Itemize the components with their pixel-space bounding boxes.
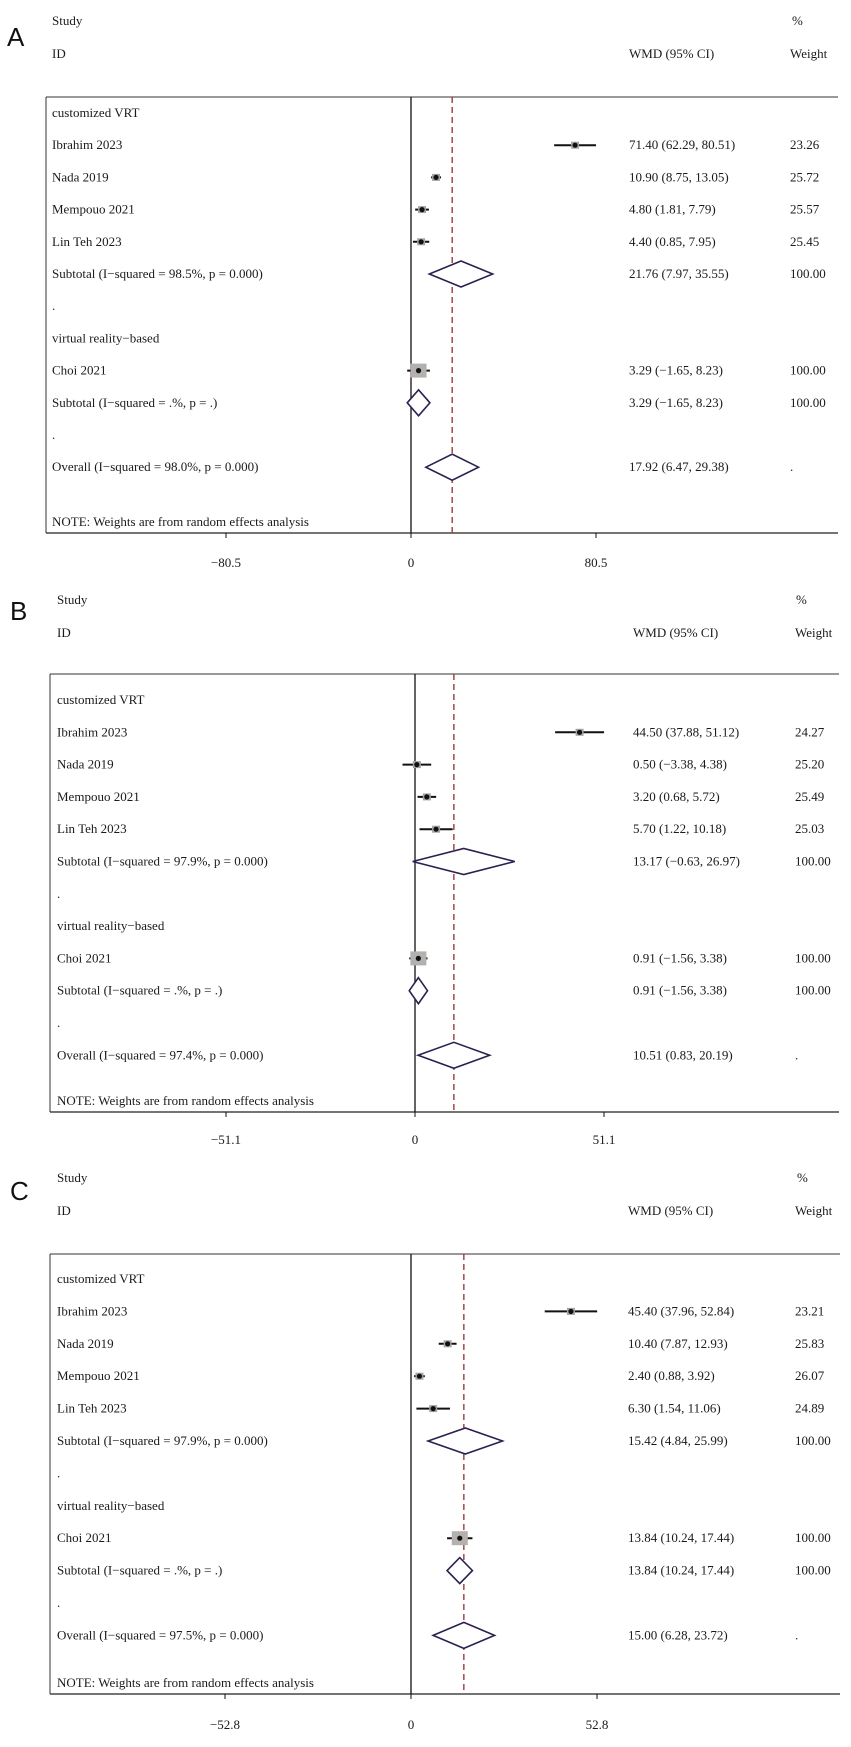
spacer-dot: . bbox=[57, 1595, 61, 1610]
effect-size-text: 6.30 (1.54, 11.06) bbox=[628, 1400, 721, 1416]
effect-size-text: 3.20 (0.68, 5.72) bbox=[633, 788, 720, 804]
effect-size-text: 15.00 (6.28, 23.72) bbox=[628, 1627, 728, 1643]
weight-value: . bbox=[795, 1047, 799, 1063]
weights-note: NOTE: Weights are from random effects analysis bbox=[52, 514, 309, 529]
effect-size-text: 17.92 (6.47, 29.38) bbox=[629, 459, 729, 475]
effect-size-text: 3.29 (−1.65, 8.23) bbox=[629, 394, 723, 410]
study-label: Mempouo 2021 bbox=[52, 201, 135, 217]
overall-label: Overall (I−squared = 97.5%, p = 0.000) bbox=[57, 1627, 264, 1643]
weight-value: 25.83 bbox=[795, 1335, 825, 1351]
weight-value: 23.26 bbox=[790, 137, 820, 153]
effect-size-text: 3.29 (−1.65, 8.23) bbox=[629, 362, 723, 378]
overall-diamond bbox=[433, 1622, 494, 1648]
x-tick-label: −80.5 bbox=[210, 555, 242, 570]
subtotal-diamond bbox=[428, 1428, 503, 1454]
overall-label: Overall (I−squared = 97.4%, p = 0.000) bbox=[57, 1047, 264, 1063]
study-label: Lin Teh 2023 bbox=[57, 821, 127, 837]
column-header-id: ID bbox=[57, 625, 71, 640]
forest-panel-c bbox=[10, 1170, 840, 1732]
subtotal-label: Subtotal (I−squared = .%, p = .) bbox=[57, 1562, 223, 1578]
study-label: Choi 2021 bbox=[52, 362, 107, 378]
x-tick-label: 0 bbox=[407, 1717, 415, 1732]
point-estimate-dot bbox=[416, 368, 421, 373]
subtotal-label: Subtotal (I−squared = .%, p = .) bbox=[52, 394, 218, 410]
effect-size-text: 13.84 (10.24, 17.44) bbox=[628, 1530, 735, 1546]
study-label: Lin Teh 2023 bbox=[57, 1400, 127, 1416]
point-estimate-dot bbox=[433, 827, 438, 832]
subtotal-diamond bbox=[413, 849, 515, 875]
subtotal-diamond bbox=[429, 261, 492, 287]
weight-value: . bbox=[795, 1627, 799, 1643]
spacer-dot: . bbox=[57, 1465, 61, 1481]
x-tick-label: 80.5 bbox=[584, 555, 608, 570]
point-estimate-dot bbox=[417, 1374, 422, 1379]
panel-label: B bbox=[10, 596, 28, 626]
effect-size-text: 4.80 (1.81, 7.79) bbox=[629, 201, 716, 217]
weight-value: 25.49 bbox=[795, 788, 825, 804]
effect-size-text: 5.70 (1.22, 10.18) bbox=[633, 821, 727, 837]
weight-value: 100.00 bbox=[795, 1562, 831, 1578]
weights-note: NOTE: Weights are from random effects analysis bbox=[57, 1675, 314, 1690]
weight-value: 100.00 bbox=[790, 266, 826, 281]
effect-size-text: 21.76 (7.97, 35.55) bbox=[629, 266, 729, 281]
weight-value: 25.45 bbox=[790, 233, 820, 249]
column-header-effect: WMD (95% CI) bbox=[629, 46, 715, 61]
weight-value: 100.00 bbox=[790, 394, 826, 410]
column-header-weight: Weight bbox=[795, 625, 833, 640]
x-tick-label: 52.8 bbox=[585, 1717, 609, 1732]
group-label: virtual reality−based bbox=[57, 918, 165, 934]
point-estimate-dot bbox=[572, 143, 577, 148]
point-estimate-dot bbox=[419, 207, 424, 212]
study-label: Choi 2021 bbox=[57, 950, 112, 966]
study-label: Ibrahim 2023 bbox=[57, 724, 128, 740]
weight-value: 24.27 bbox=[795, 724, 825, 740]
effect-size-text: 44.50 (37.88, 51.12) bbox=[633, 724, 740, 740]
overall-diamond bbox=[426, 454, 479, 480]
column-header-effect: WMD (95% CI) bbox=[628, 1203, 714, 1218]
column-header-id: ID bbox=[57, 1203, 71, 1218]
study-label: Ibrahim 2023 bbox=[52, 137, 123, 153]
column-header-percent: % bbox=[792, 13, 803, 28]
weight-value: 100.00 bbox=[795, 1530, 831, 1546]
weight-value: 26.07 bbox=[795, 1368, 825, 1384]
weight-value: . bbox=[790, 459, 794, 475]
weight-value: 100.00 bbox=[795, 853, 831, 869]
study-label: Nada 2019 bbox=[57, 756, 114, 772]
forest-panel-b bbox=[10, 592, 839, 1147]
point-estimate-dot bbox=[414, 762, 419, 767]
point-estimate-dot bbox=[577, 730, 582, 735]
point-estimate-dot bbox=[416, 956, 421, 961]
effect-size-text: 0.91 (−1.56, 3.38) bbox=[633, 950, 727, 966]
point-estimate-dot bbox=[433, 175, 438, 180]
group-label: customized VRT bbox=[52, 105, 140, 120]
group-label: customized VRT bbox=[57, 692, 145, 707]
effect-size-text: 10.90 (8.75, 13.05) bbox=[629, 169, 729, 185]
group-label: customized VRT bbox=[57, 1271, 145, 1286]
group-label: virtual reality−based bbox=[52, 330, 160, 346]
point-estimate-dot bbox=[457, 1536, 462, 1541]
study-label: Ibrahim 2023 bbox=[57, 1303, 128, 1319]
column-header-weight: Weight bbox=[790, 46, 828, 61]
subtotal-label: Subtotal (I−squared = .%, p = .) bbox=[57, 982, 223, 998]
overall-label: Overall (I−squared = 98.0%, p = 0.000) bbox=[52, 459, 259, 475]
subtotal-label: Subtotal (I−squared = 98.5%, p = 0.000) bbox=[52, 266, 263, 281]
effect-size-text: 2.40 (0.88, 3.92) bbox=[628, 1368, 715, 1384]
subtotal-diamond bbox=[447, 1558, 472, 1584]
effect-size-text: 45.40 (37.96, 52.84) bbox=[628, 1303, 735, 1319]
study-label: Choi 2021 bbox=[57, 1530, 112, 1546]
effect-size-text: 0.50 (−3.38, 4.38) bbox=[633, 756, 727, 772]
effect-size-text: 0.91 (−1.56, 3.38) bbox=[633, 982, 727, 998]
spacer-dot: . bbox=[52, 298, 56, 314]
effect-size-text: 10.40 (7.87, 12.93) bbox=[628, 1335, 728, 1351]
weights-note: NOTE: Weights are from random effects analysis bbox=[57, 1093, 314, 1108]
column-header-percent: % bbox=[797, 1170, 808, 1185]
column-header-study: Study bbox=[52, 13, 83, 28]
weight-value: 100.00 bbox=[795, 950, 831, 966]
effect-size-text: 15.42 (4.84, 25.99) bbox=[628, 1433, 728, 1448]
spacer-dot: . bbox=[57, 1015, 61, 1030]
x-tick-label: −51.1 bbox=[210, 1132, 242, 1147]
study-label: Lin Teh 2023 bbox=[52, 233, 122, 249]
weight-value: 24.89 bbox=[795, 1400, 825, 1416]
x-tick-label: 0 bbox=[407, 555, 415, 570]
point-estimate-dot bbox=[419, 239, 424, 244]
forest-panel-a bbox=[7, 13, 838, 570]
point-estimate-dot bbox=[431, 1406, 436, 1411]
x-tick-label: −52.8 bbox=[209, 1717, 241, 1732]
weight-value: 23.21 bbox=[795, 1303, 825, 1319]
study-label: Mempouo 2021 bbox=[57, 788, 140, 804]
overall-diamond bbox=[418, 1042, 490, 1068]
weight-value: 100.00 bbox=[795, 1433, 831, 1448]
spacer-dot: . bbox=[52, 427, 56, 442]
point-estimate-dot bbox=[445, 1341, 450, 1346]
weight-value: 25.20 bbox=[795, 756, 825, 772]
point-estimate-dot bbox=[568, 1309, 573, 1314]
weight-value: 25.72 bbox=[790, 169, 820, 185]
panel-label: C bbox=[10, 1176, 29, 1206]
study-label: Mempouo 2021 bbox=[57, 1368, 140, 1384]
group-label: virtual reality−based bbox=[57, 1497, 165, 1513]
column-header-percent: % bbox=[796, 592, 807, 607]
effect-size-text: 71.40 (62.29, 80.51) bbox=[629, 137, 736, 153]
effect-size-text: 13.17 (−0.63, 26.97) bbox=[633, 853, 740, 869]
weight-value: 100.00 bbox=[795, 982, 831, 998]
weight-value: 25.03 bbox=[795, 821, 825, 837]
study-label: Nada 2019 bbox=[52, 169, 109, 185]
column-header-id: ID bbox=[52, 46, 66, 61]
effect-size-text: 10.51 (0.83, 20.19) bbox=[633, 1047, 733, 1063]
subtotal-label: Subtotal (I−squared = 97.9%, p = 0.000) bbox=[57, 1433, 268, 1448]
subtotal-label: Subtotal (I−squared = 97.9%, p = 0.000) bbox=[57, 853, 268, 869]
weight-value: 25.57 bbox=[790, 201, 820, 217]
study-label: Nada 2019 bbox=[57, 1335, 114, 1351]
panel-label: A bbox=[7, 22, 25, 52]
weight-value: 100.00 bbox=[790, 362, 826, 378]
column-header-study: Study bbox=[57, 592, 88, 607]
point-estimate-dot bbox=[424, 794, 429, 799]
column-header-weight: Weight bbox=[795, 1203, 833, 1218]
column-header-study: Study bbox=[57, 1170, 88, 1185]
spacer-dot: . bbox=[57, 885, 61, 901]
x-tick-label: 51.1 bbox=[592, 1132, 616, 1147]
column-header-effect: WMD (95% CI) bbox=[633, 625, 719, 640]
effect-size-text: 13.84 (10.24, 17.44) bbox=[628, 1562, 735, 1578]
x-tick-label: 0 bbox=[411, 1132, 419, 1147]
subtotal-diamond bbox=[409, 978, 427, 1004]
effect-size-text: 4.40 (0.85, 7.95) bbox=[629, 233, 716, 249]
